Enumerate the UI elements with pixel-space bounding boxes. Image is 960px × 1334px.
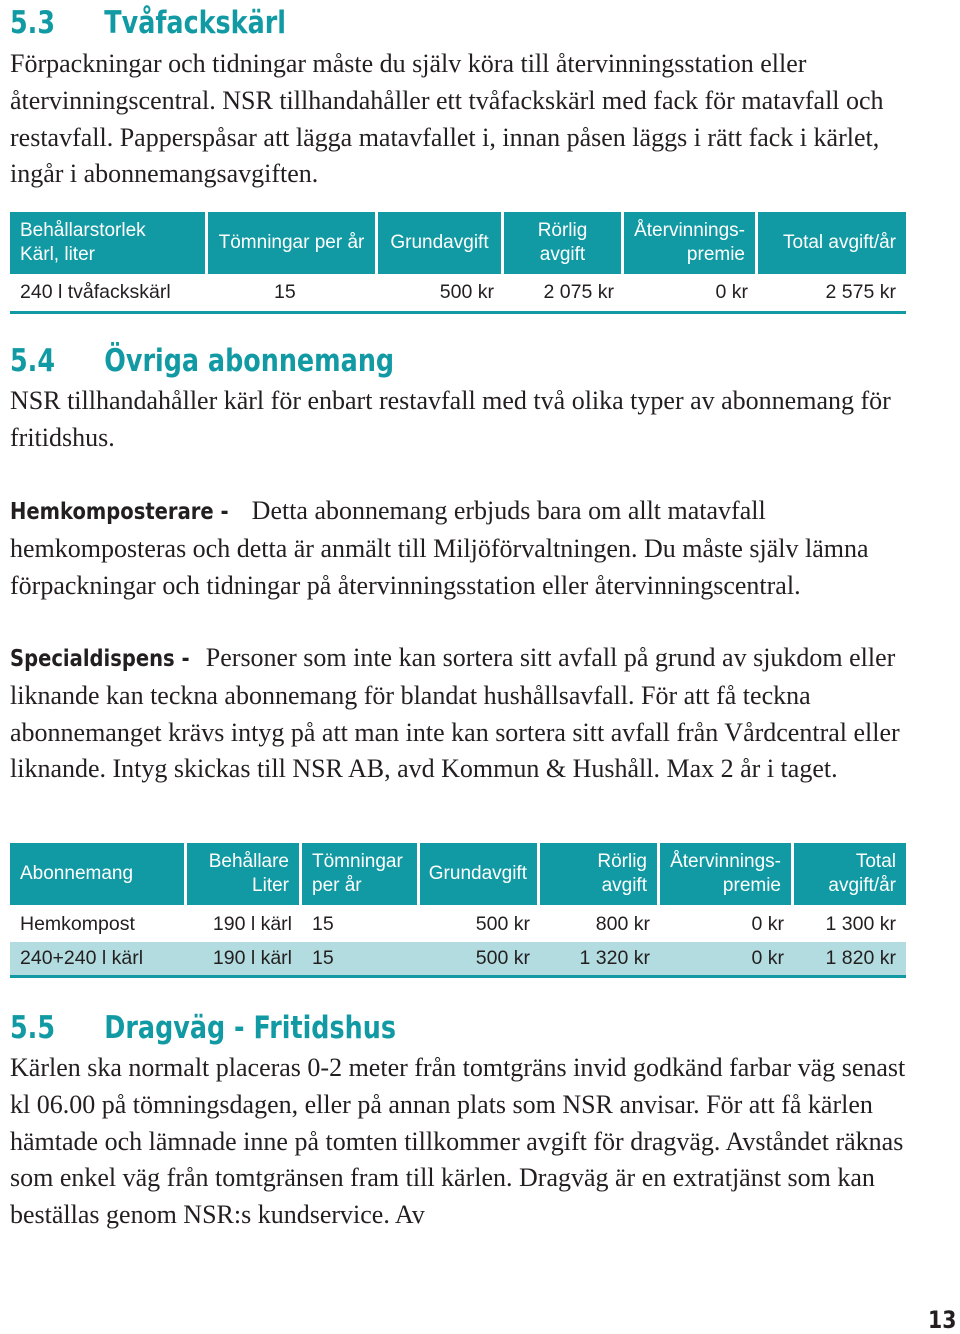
cell-abonnemang: 240+240 l kärl — [20, 947, 144, 969]
section-number: 5.4 — [10, 343, 56, 379]
header-tomningar: Tömningar per år — [302, 843, 420, 905]
header-atervinningspremie: Återvinnings- premie — [660, 843, 794, 905]
section-5-3-paragraph: Förpackningar och tidningar måste du själv köra till återvinningsstation eller återvinningscentral. NSR tillhandahåller ett tvåfackskärl med fack för matavfall och restavfall. Papperspåsar att lägga matavfallet i, innan påsen läggs i rätt fack i kärlet, ingår i abonnemangsavgiften. — [10, 49, 884, 189]
cell-behallare: 240 l tvåfackskärl — [20, 281, 171, 303]
section-number: 5.5 — [10, 1010, 56, 1046]
cell-rorlig-avgift: 1 320 kr — [579, 947, 650, 969]
header-tomningar: Tömningar per år — [208, 212, 378, 274]
specialdispens-text: Personer som inte kan sortera sitt avfall på grund av sjukdom eller liknande kan teckna abonnemang för blandat hushållsavfall. För att få teckna abonnemanget krävs intyg på att man inte kan sortera sitt avfall från Vårdcentral eller liknande. Intyg skickas till NSR AB, avd Kommun & Hushåll. Max 2 år i taget. — [10, 643, 900, 784]
section-5-5-paragraph: Kärlen ska normalt placeras 0-2 meter från tomtgräns invid godkänd farbar väg senast kl 06.00 på tömningsdagen, eller på annan plats som NSR anvisar. För att få kärlen hämtade och lämnade inne på tomten tillkommer avgift för dragväg. Avståndet räknas som enkel väg från tomtgränsen fram till kärlen. Dragväg är en extratjänst som kan beställas genom NSR:s kundservice. Av — [10, 1053, 906, 1230]
header-abonnemang: Abonnemang — [10, 843, 187, 905]
specialdispens-lead: Specialdispens - — [10, 646, 190, 672]
header-grundavgift: Grundavgift — [420, 843, 540, 905]
section-title: Tvåfackskärl — [104, 5, 286, 41]
cell-abonnemang: Hemkompost — [20, 913, 135, 935]
cell-behallare: 190 l kärl — [212, 947, 292, 969]
cell-grundavgift: 500 kr — [475, 913, 530, 935]
cell-total-avgift: 1 820 kr — [825, 947, 896, 969]
header-behallarstorlek: Behållarstorlek Kärl, liter — [10, 212, 208, 274]
header-atervinningspremie: Återvinnings- premie — [624, 212, 758, 274]
cell-atervinningspremie: 0 kr — [751, 913, 784, 935]
cell-rorlig-avgift: 800 kr — [595, 913, 650, 935]
table-header-row — [10, 212, 906, 274]
cell-grundavgift: 500 kr — [439, 281, 494, 303]
section-heading-5-3 — [10, 5, 286, 41]
hemkompost-paragraph — [10, 493, 930, 604]
table-row — [10, 942, 906, 978]
section-heading-5-5 — [10, 1010, 396, 1046]
table-row — [10, 907, 906, 942]
table-header-row — [10, 843, 906, 905]
cell-behallare: 190 l kärl — [212, 913, 292, 935]
cell-atervinningspremie: 0 kr — [751, 947, 784, 969]
header-behallare: Behållare Liter — [187, 843, 302, 905]
cell-total-avgift: 2 575 kr — [825, 281, 896, 303]
header-total-avgift: Total avgift/år — [794, 843, 906, 905]
section-title: Övriga abonnemang — [104, 343, 395, 379]
specialdispens-paragraph — [10, 640, 930, 788]
cell-rorlig-avgift: 2 075 kr — [543, 281, 614, 303]
section-number: 5.3 — [10, 5, 56, 41]
cell-tomningar: 15 — [312, 913, 334, 935]
table-tvafackskarl — [10, 212, 906, 314]
hemkompost-lead: Hemkomposterare - — [10, 499, 229, 525]
section-title: Dragväg - Fritidshus — [104, 1010, 396, 1046]
hemkompost-text: Detta abonnemang erbjuds bara om allt matavfall hemkomposteras och detta är anmält till Miljöförvaltningen. Du måste själv lämna förpackningar och tidningar på återvinningsstation eller återvinningscentral. — [10, 496, 869, 600]
section-5-4-paragraph: NSR tillhandahåller kärl för enbart restavfall med två olika typer av abonnemang för fritidshus. — [10, 386, 891, 452]
cell-tomningar: 15 — [312, 947, 334, 969]
header-rorlig-avgift: Rörlig avgift — [540, 843, 660, 905]
header-grundavgift: Grundavgift — [378, 212, 504, 274]
cell-tomningar: 15 — [274, 281, 296, 303]
cell-grundavgift: 500 kr — [475, 947, 530, 969]
page-number: 13 — [927, 1306, 956, 1334]
header-total-avgift: Total avgift/år — [758, 212, 906, 274]
header-rorlig-avgift: Rörlig avgift — [504, 212, 624, 274]
cell-total-avgift: 1 300 kr — [825, 913, 896, 935]
section-heading-5-4 — [10, 343, 394, 379]
table-ovriga-abonnemang — [10, 843, 906, 978]
table-row — [10, 274, 906, 314]
cell-atervinningspremie: 0 kr — [715, 281, 748, 303]
